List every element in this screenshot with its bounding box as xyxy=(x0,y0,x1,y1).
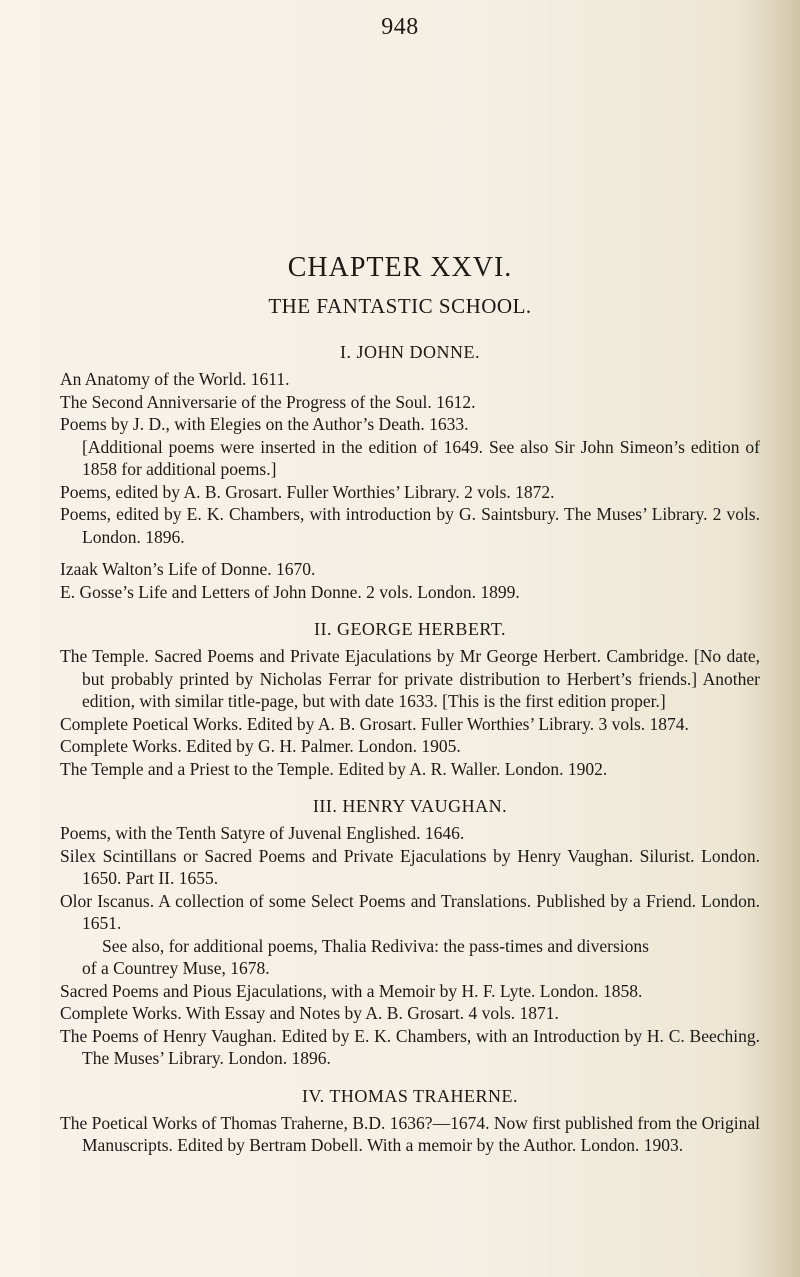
bibliography-entry: Silex Scintillans or Sacred Poems and Private Ejaculations by Henry Vaughan. Silurist. London. 1650. Part II. 1655. xyxy=(60,845,760,888)
bibliography-entry: Poems by J. D., with Elegies on the Author’s Death. 1633. xyxy=(60,414,469,434)
bibliography-note: [Additional poems were inserted in the edition of 1649. See also Sir John Simeon’s edition of 1858 for additional poems.] xyxy=(82,436,760,479)
section-heading: III. HENRY VAUGHAN. xyxy=(312,796,508,816)
section-thomas-traherne xyxy=(60,1084,760,1157)
bibliography-see-also xyxy=(60,935,760,980)
bibliography-entry: Izaak Walton’s Life of Donne. 1670. xyxy=(60,559,316,579)
section-heading: IV. THOMAS TRAHERNE. xyxy=(301,1085,519,1106)
bibliography-entry: An Anatomy of the World. 1611. xyxy=(60,369,290,389)
bibliography-entry: The Poems of Henry Vaughan. Edited by E. K. Chambers, with an Introduction by H. C. Beeching. The Muses’ Library. London. 1896. xyxy=(60,1025,760,1068)
bibliography-entry: Complete Works. Edited by G. H. Palmer. London. 1905. xyxy=(60,736,461,756)
bibliography-entry: Sacred Poems and Pious Ejaculations, with a Memoir by H. F. Lyte. London. 1858. xyxy=(60,980,643,1001)
bibliography-entry: The Second Anniversarie of the Progress of the Soul. 1612. xyxy=(60,391,476,412)
section-george-herbert xyxy=(60,617,760,780)
see-also-line: See also, for additional poems, Thalia Rediviva: the pass-times and diversions xyxy=(102,935,649,956)
page-number: 948 xyxy=(381,14,419,40)
chapter-title: CHAPTER XXVI. xyxy=(287,252,513,283)
section-henry-vaughan xyxy=(60,794,760,1070)
section-heading: I. JOHN DONNE. xyxy=(340,342,480,362)
bibliography-entry: The Temple and a Priest to the Temple. Edited by A. R. Waller. London. 1902. xyxy=(60,758,608,779)
bibliography-entry: Olor Iscanus. A collection of some Select Poems and Translations. Published by a Friend. London. 1651. xyxy=(60,890,760,933)
bibliography-entry: Poems, with the Tenth Satyre of Juvenal Englished. 1646. xyxy=(60,823,465,843)
bibliography-entry: E. Gosse’s Life and Letters of John Donne. 2 vols. London. 1899. xyxy=(60,581,520,602)
bibliography-body xyxy=(60,340,760,1157)
bibliography-entry: Poems, edited by E. K. Chambers, with introduction by G. Saintsbury. The Muses’ Library. 2 vols. London. 1896. xyxy=(60,504,760,547)
section-john-donne xyxy=(60,340,760,603)
bibliography-entry: Poems, edited by A. B. Grosart. Fuller Worthies’ Library. 2 vols. 1872. xyxy=(60,481,555,502)
see-also-continuation: of a Countrey Muse, 1678. xyxy=(82,958,270,978)
bibliography-entry: The Temple. Sacred Poems and Private Ejaculations by Mr George Herbert. Cambridge. [No date, but probably printed by Nicholas Ferrar for private distribution to Herbert’s friends.] Another edition, with similar title-page, but with date 1633. [This is the first edition proper.] xyxy=(60,646,760,711)
bibliography-entry: The Poetical Works of Thomas Traherne, B.D. 1636?—1674. Now first published from the Original Manuscripts. Edited by Bertram Dobell. With a memoir by the Author. London. 1903. xyxy=(60,1112,760,1155)
bibliography-entry: Complete Poetical Works. Edited by A. B. Grosart. Fuller Worthies’ Library. 3 vols. 1874. xyxy=(60,713,689,734)
chapter-subtitle: THE FANTASTIC SCHOOL. xyxy=(268,294,532,318)
bibliography-entry: Complete Works. With Essay and Notes by A. B. Grosart. 4 vols. 1871. xyxy=(60,1003,559,1023)
section-heading: II. GEORGE HERBERT. xyxy=(313,619,507,639)
